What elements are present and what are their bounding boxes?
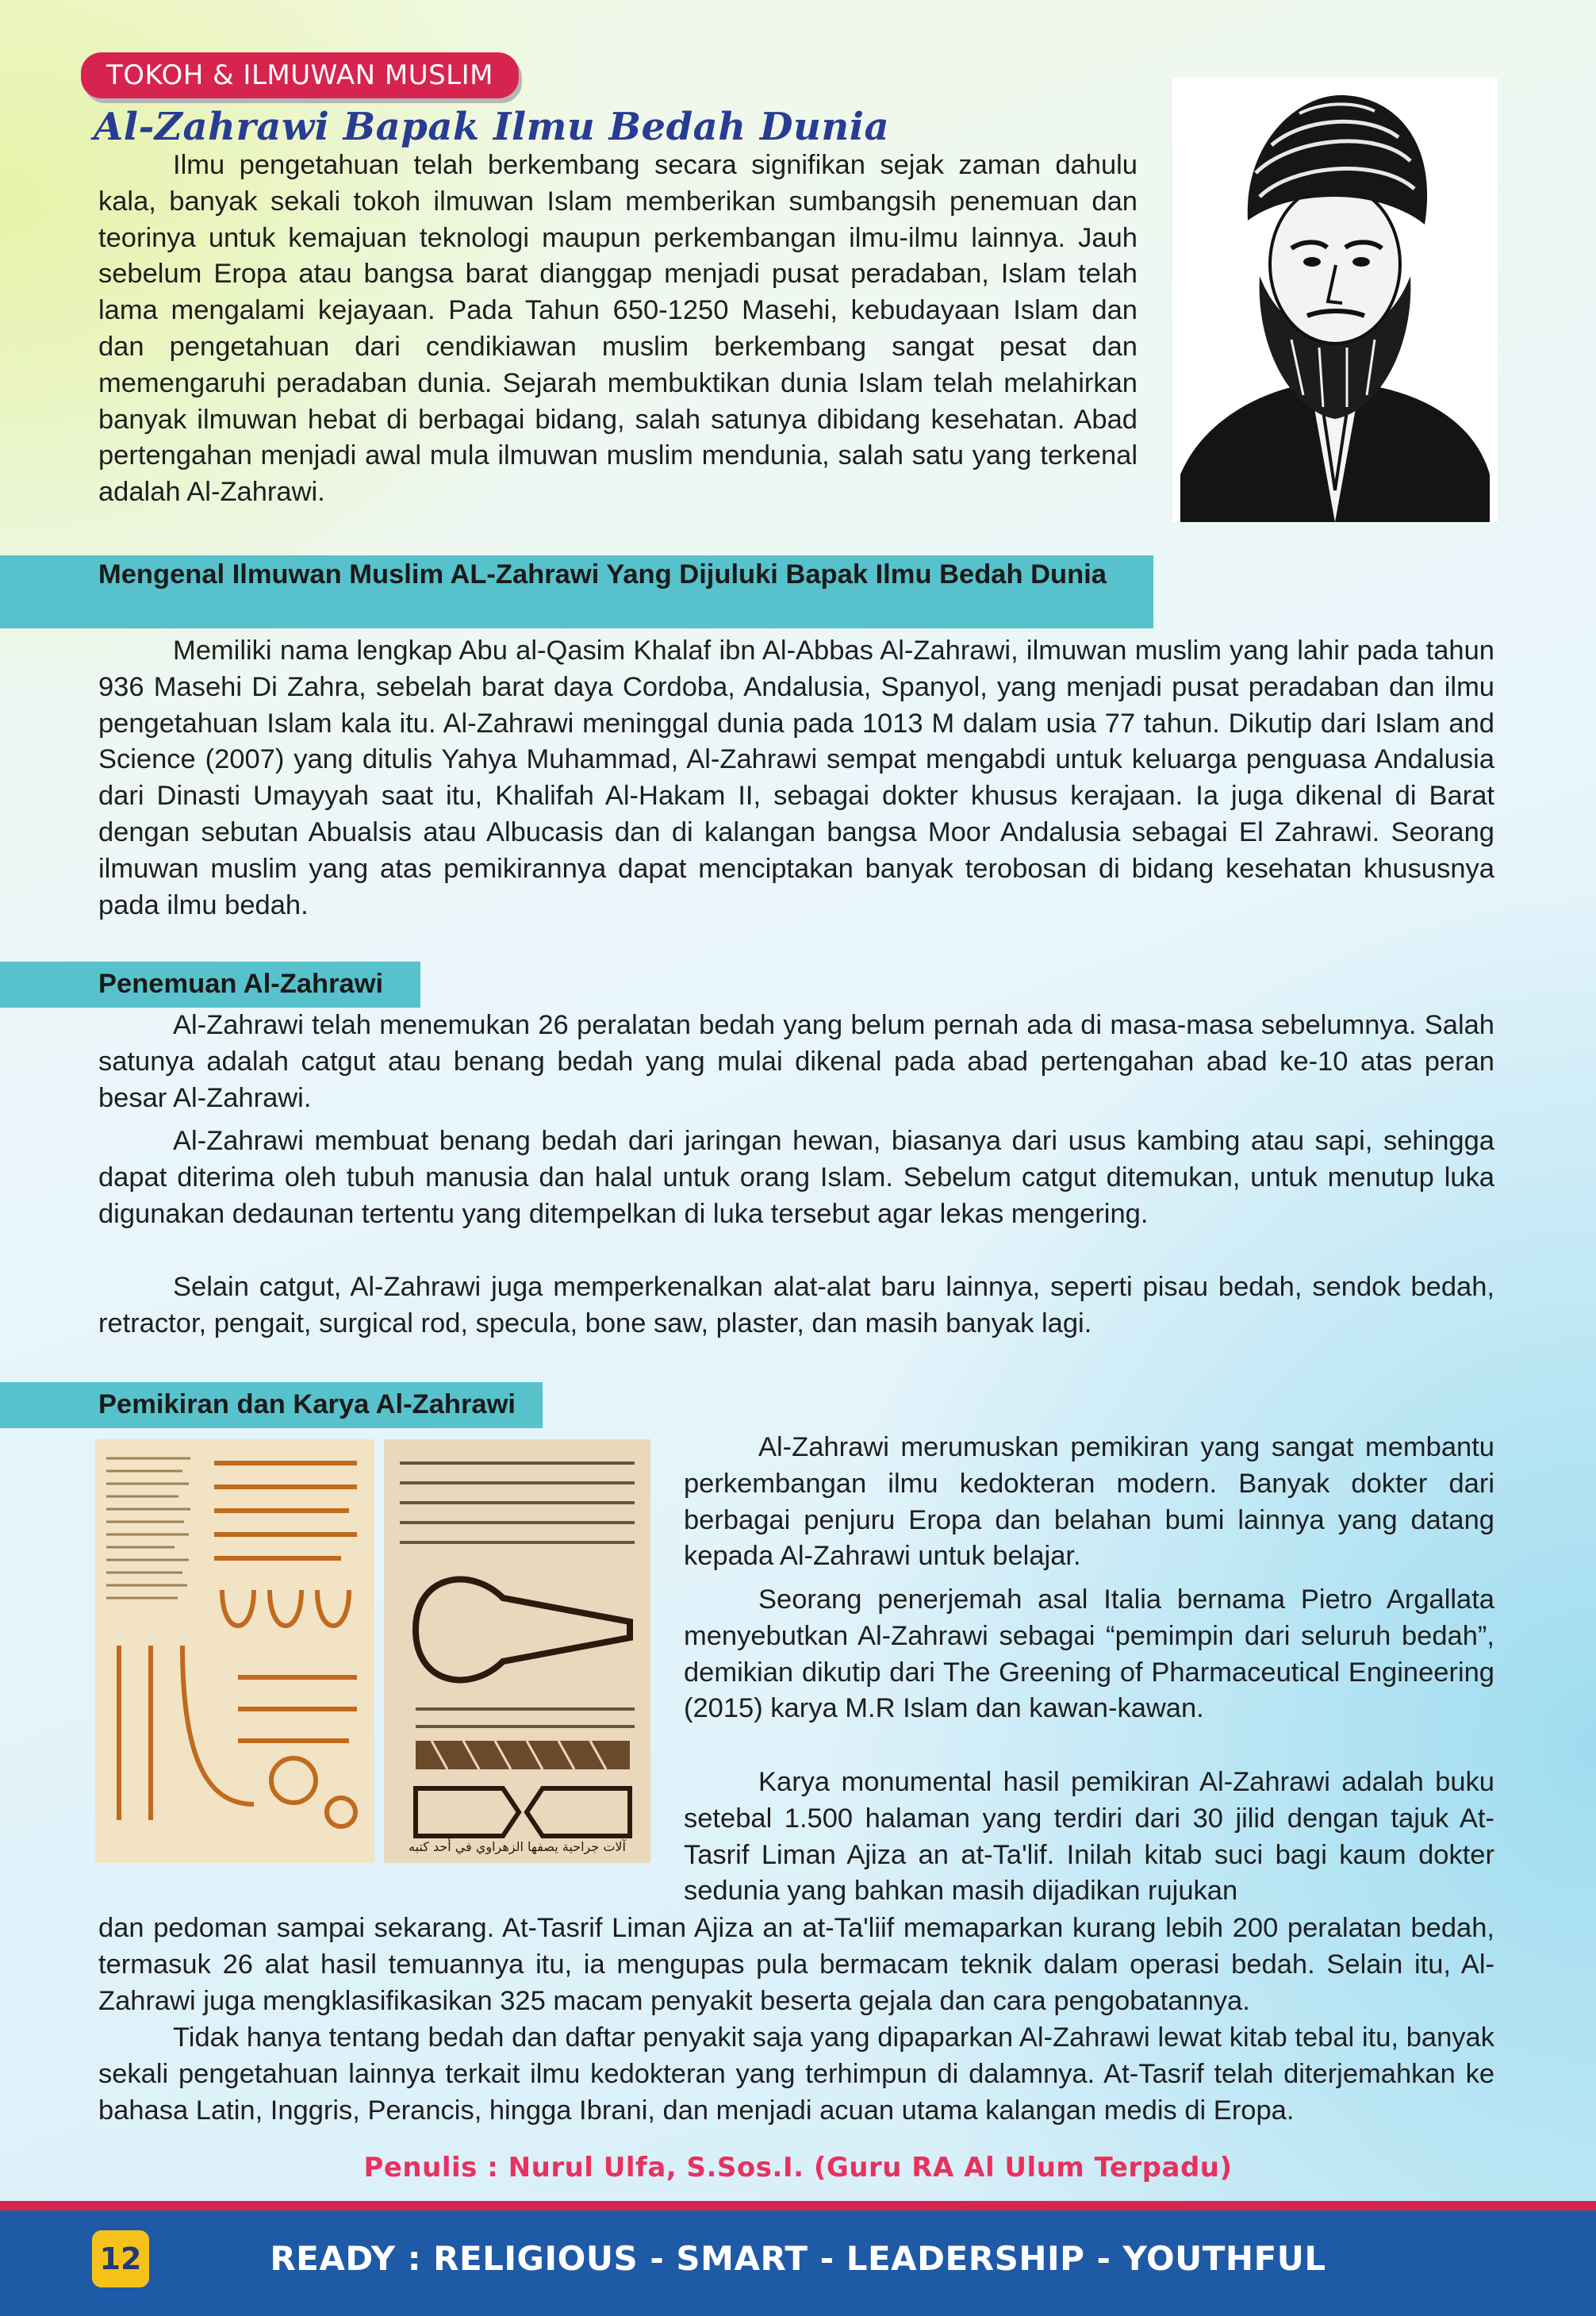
intro-paragraph: Ilmu pengetahuan telah berkembang secara signifikan sejak zaman dahulu kala, banyak sekali tokoh ilmuwan Islam memberikan sumbangsih penemuan dan teorinya untuk kemajuan teknologi maupun perkembangan ilmu-ilmu lainnya. Jauh sebelum Eropa atau bangsa barat dianggap menjadi pusat peradaban, Islam telah lama mengalami kejayaan. Pada Tahun 650-1250 Masehi, kebudayaan Islam dan dan pengetahuan dari cendikiawan muslim berkembang sangat pesat dan memengaruhi peradaban dunia. Sejarah membuktikan dunia Islam telah melahirkan banyak ilmuwan hebat di berbagai bidang, salah satunya dibidang kesehatan. Abad pertengahan menjadi awal mula ilmuwan muslim mendunia, salah satu yang terkenal adalah Al-Zahrawi. (98, 150, 1138, 508)
section-2-paragraph-2: Al-Zahrawi membuat benang bedah dari jaringan hewan, biasanya dari usus kambing atau sapi, sehingga dapat diterima oleh tubuh manusia dan halal untuk orang Islam. Sebelum catgut ditemukan, untuk menutup luka digunakan dedaunan tertentu yang ditempelkan di luka tersebut agar lekas mengering. (98, 1126, 1494, 1229)
section-1-paragraph-1: Memiliki nama lengkap Abu al-Qasim Khalaf ibn Al-Abbas Al-Zahrawi, ilmuwan muslim yang lahir pada tahun 936 Masehi Di Zahra, sebelah barat daya Cordoba, Andalusia, Spanyol, yang menjadi pusat peradaban dan ilmu pengetahuan Islam kala itu. Al-Zahrawi meninggal dunia pada 1013 M dalam usia 77 tahun. Dikutip dari Islam and Science (2007) yang ditulis Yahya Muhammad, Al-Zahrawi sempat mengabdi untuk keluarga penguasa Andalusia dari Dinasti Umayyah saat itu, Khalifah Al-Hakam II, sebagai dokter khusus kerajaan. Ia juga dikenal di Barat dengan sebutan Abualsis atau Albucasis dan di kalangan bangsa Moor Andalusia sebagai El Zahrawi. Seorang ilmuwan muslim yang atas pemikirannya dapat menciptakan banyak terobosan di bidang kesehatan khususnya pada ilmu bedah. (98, 636, 1494, 920)
section-1-title: Mengenal Ilmuwan Muslim AL-Zahrawi Yang Dijuluki Bapak Ilmu Bedah Dunia (98, 559, 1107, 590)
category-badge: TOKOH & ILMUWAN MUSLIM (81, 52, 519, 98)
section-2-paragraph-1: Al-Zahrawi telah menemukan 26 peralatan bedah yang belum pernah ada di masa-masa sebelumnya. Salah satunya adalah catgut atau benang bedah yang mulai dikenal pada abad pertengahan abad ke-10 atas peran besar Al-Zahrawi. (98, 1010, 1494, 1113)
section-3-paragraph-4: Tidak hanya tentang bedah dan daftar penyakit saja yang dipaparkan Al-Zahrawi lewat kitab tebal itu, banyak sekali pengetahuan lainnya terkait ilmu kedokteran yang terhimpun di dalamnya. At-Tasrif telah diterjemahkan ke bahasa Latin, Inggris, Perancis, hingga Ibrani, dan menjadi acuan utama kalangan medis di Eropa. (98, 2022, 1494, 2126)
section-2-title: Penemuan Al-Zahrawi (98, 969, 384, 999)
page-number: 12 (92, 2230, 149, 2287)
section-3-paragraph-3: Karya monumental hasil pemikiran Al-Zahrawi adalah buku setebal 1.500 halaman yang terdiri dari 30 jilid dengan tajuk At-Tasrif Liman Ajiza an at-Ta'lif. Inilah kitab suci bagi kaum dokter sedunia yang bahkan masih dijadikan rujukan (684, 1767, 1494, 1907)
latin-manuscript-image (95, 1439, 374, 1863)
manuscript-caption: آلات جراحية يصفها الزهراوي في أحد كتبه (409, 1839, 626, 1854)
article-title: Al-Zahrawi Bapak Ilmu Bedah Dunia (94, 105, 890, 149)
section-3-paragraph-1: Al-Zahrawi merumuskan pemikiran yang sangat membantu perkembangan ilmu kedokteran modern. Banyak dokter dari berbagai penjuru Eropa dan belahan bumi lainnya yang datang kepada Al-Zahrawi untuk belajar. (684, 1432, 1494, 1572)
section-3-paragraph-2: Seorang penerjemah asal Italia bernama Pietro Argallata menyebutkan Al-Zahrawi sebagai “pemimpin dari seluruh bedah”, demikian dikutip dari The Greening of Pharmaceutical Engineering (2015) karya M.R Islam dan kawan-kawan. (684, 1584, 1494, 1724)
footer-accent-stripe (0, 2201, 1596, 2210)
arabic-manuscript-image (384, 1439, 650, 1863)
footer-tagline: READY : RELIGIOUS - SMART - LEADERSHIP - YOUTHFUL (270, 2239, 1326, 2278)
section-2-paragraph-3: Selain catgut, Al-Zahrawi juga memperkenalkan alat-alat baru lainnya, seperti pisau bedah, sendok bedah, retractor, pengait, surgical rod, specula, bone saw, plaster, dan masih banyak lagi. (98, 1272, 1494, 1339)
portrait-illustration (1172, 78, 1498, 522)
section-3-paragraph-3-continued: dan pedoman sampai sekarang. At-Tasrif Liman Ajiza an at-Ta'liif memaparkan kurang lebih 200 peralatan bedah, termasuk 26 alat hasil temuannya itu, ia mengupas pula bermacam teknik dalam operasi bedah. Selain itu, Al-Zahrawi juga mengklasifikasikan 325 macam penyakit beserta gejala dan cara pengobatannya. (98, 1913, 1494, 2016)
author-credit: Penulis : Nurul Ulfa, S.Sos.I. (Guru RA Al Ulum Terpadu) (363, 2152, 1233, 2183)
section-3-title: Pemikiran dan Karya Al-Zahrawi (98, 1389, 516, 1419)
